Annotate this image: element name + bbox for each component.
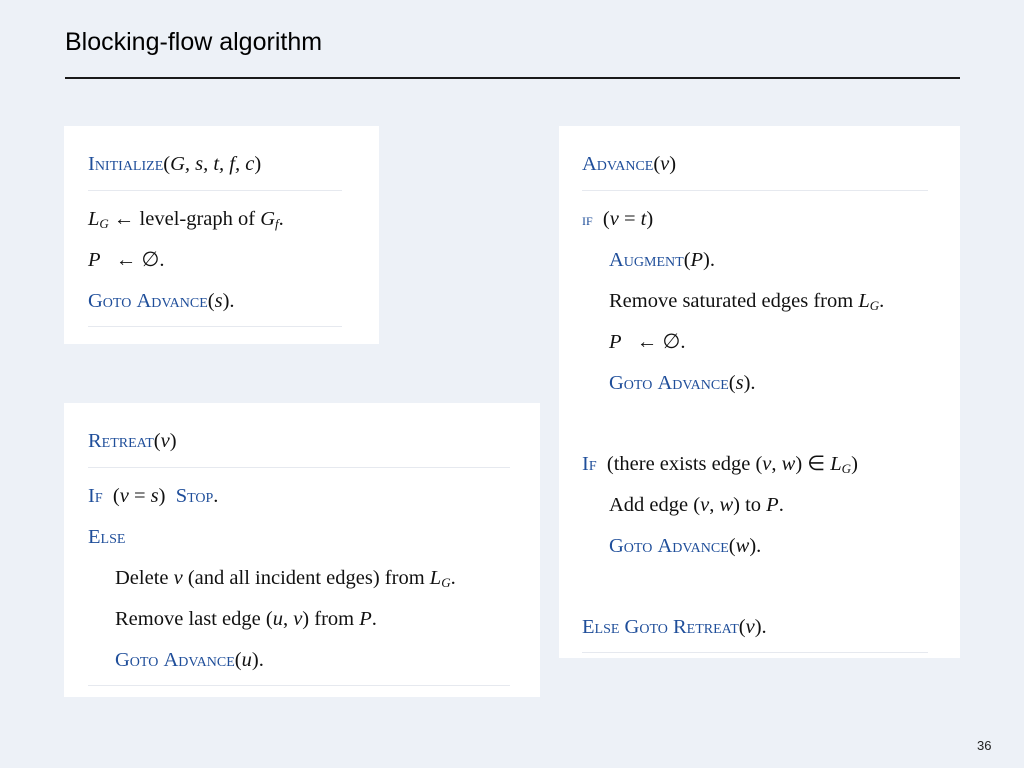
- advance-if1-right: t: [640, 208, 647, 230]
- advance-if2-kw: If: [582, 453, 597, 475]
- initialize-proc-name: Initialize: [88, 153, 164, 175]
- retreat-if-kw: If: [88, 485, 103, 507]
- initialize-lg-var: L: [88, 208, 100, 230]
- advance-proc-name: Advance: [582, 153, 654, 175]
- retreat-if-line: If (v = s) Stop.: [88, 485, 219, 507]
- advance-goto1-advance-kw: Advance: [657, 372, 729, 394]
- retreat-delete-lvar: L: [429, 567, 442, 589]
- slide-title: Blocking-flow algorithm: [65, 28, 323, 56]
- initialize-lg-sub: G: [99, 216, 109, 231]
- initialize-args: G, s, t, f, c: [170, 153, 255, 175]
- initialize-line-3: Goto Advance(s).: [88, 290, 235, 312]
- retreat-remove-v: v: [293, 608, 303, 630]
- title-divider: [65, 77, 960, 79]
- initialize-goto-kw: Goto: [88, 290, 132, 312]
- initialize-p-var: P: [88, 249, 101, 271]
- retreat-remove-mid: ) from: [302, 608, 355, 630]
- initialize-line-2-text: ← ∅.: [115, 249, 165, 271]
- advance-add-text: Add edge (: [609, 494, 701, 516]
- advance-add-mid: ) to: [733, 494, 762, 516]
- retreat-delete-lsub: G: [441, 575, 451, 590]
- advance-add-w: w: [719, 494, 734, 516]
- advance-remove-lvar: L: [858, 290, 870, 312]
- advance-goto1-line: Goto Advance(s).: [609, 372, 756, 394]
- advance-goto2-arg: w: [735, 535, 750, 557]
- advance-p-var: P: [609, 331, 622, 353]
- retreat-box: [64, 403, 540, 697]
- retreat-cond-op: =: [133, 485, 146, 507]
- initialize-box: [64, 126, 379, 344]
- initialize-advance-kw: Advance: [136, 290, 208, 312]
- advance-add-v: v: [700, 494, 710, 516]
- initialize-signature: Initialize(G, s, t, f, c): [88, 153, 262, 175]
- advance-remove-text: Remove saturated edges from: [609, 290, 854, 312]
- advance-arg: v: [660, 153, 670, 175]
- initialize-line-2: [88, 247, 165, 273]
- advance-else-arg: v: [745, 616, 755, 638]
- retreat-goto-kw: Goto: [115, 649, 159, 671]
- advance-if2-lvar: L: [830, 453, 842, 475]
- advance-augment-arg: P: [690, 249, 704, 271]
- initialize-footer-divider: [88, 326, 342, 327]
- retreat-remove-text: Remove last edge (: [115, 608, 273, 630]
- retreat-delete-text: Delete: [115, 567, 169, 589]
- retreat-else-kw: Else: [88, 526, 126, 548]
- retreat-arg: v: [160, 430, 170, 452]
- retreat-goto-line: Goto Advance(u).: [115, 649, 264, 671]
- advance-if1-kw: if: [582, 210, 593, 229]
- advance-else-kw: Else: [582, 616, 620, 638]
- advance-if1-left: v: [609, 208, 619, 230]
- retreat-stop-kw: Stop: [175, 485, 214, 507]
- advance-if2-text: (there exists edge (: [606, 453, 763, 475]
- retreat-delete-line: Delete v (and all incident edges) from $L_G$.: [115, 567, 456, 590]
- advance-else-retreat-kw: Retreat: [673, 616, 739, 638]
- retreat-proc-name: Retreat: [88, 430, 154, 452]
- advance-if2-lsub: G: [841, 461, 852, 476]
- retreat-footer-divider: [88, 685, 510, 686]
- advance-goto1-arg: s: [735, 372, 744, 394]
- retreat-delete-rest: (and all incident edges) from: [187, 567, 425, 589]
- initialize-goto-arg: s: [214, 290, 223, 312]
- page-number: 36: [977, 738, 992, 753]
- advance-else-goto-kw: Goto: [624, 616, 668, 638]
- retreat-cond-right: s: [150, 485, 159, 507]
- retreat-advance-kw: Advance: [163, 649, 235, 671]
- advance-goto2-advance-kw: Advance: [657, 535, 729, 557]
- advance-goto2-kw: Goto: [609, 535, 653, 557]
- initialize-line-1-text: ← level-graph of: [113, 208, 256, 230]
- initialize-g-var: G: [260, 208, 276, 230]
- advance-add-p: P: [766, 494, 779, 516]
- advance-goto1-kw: Goto: [609, 372, 653, 394]
- advance-remove-line: Remove saturated edges from $L_G$.: [609, 290, 885, 313]
- retreat-remove-p: P: [359, 608, 372, 630]
- retreat-else-line: [88, 524, 125, 550]
- advance-if2-line: If (there exists edge (v, w) ∈ $L_G$): [582, 453, 858, 476]
- advance-add-line: Add edge (v, w) to P.: [609, 494, 784, 516]
- advance-if1-op: =: [623, 208, 636, 230]
- advance-remove-lsub: G: [869, 298, 880, 313]
- retreat-goto-arg: u: [241, 649, 252, 671]
- advance-if2-v: v: [762, 453, 772, 475]
- retreat-signature: Retreat(v): [88, 430, 177, 452]
- advance-p-line: [609, 329, 686, 355]
- advance-signature: Advance(v): [582, 153, 677, 175]
- advance-if2-in: ) ∈: [795, 453, 826, 475]
- retreat-delete-var: v: [173, 567, 183, 589]
- advance-goto2-line: Goto Advance(w).: [609, 535, 762, 557]
- advance-box: [559, 126, 960, 658]
- initialize-line-1: $L_G$ ← level-graph of $G_f$.: [88, 208, 284, 231]
- advance-p-text: ← ∅.: [636, 331, 686, 353]
- advance-augment-line: Augment(P).: [609, 249, 715, 271]
- advance-if1-line: if (v = t): [582, 208, 654, 230]
- retreat-remove-u: u: [272, 608, 283, 630]
- retreat-cond-left: v: [119, 485, 129, 507]
- advance-augment-kw: Augment: [609, 249, 684, 271]
- advance-if2-w: w: [781, 453, 796, 475]
- advance-footer-divider: [582, 652, 928, 653]
- advance-else-line: Else Goto Retreat(v).: [582, 616, 767, 638]
- retreat-remove-line: Remove last edge (u, v) from P.: [115, 608, 377, 630]
- initialize-g-sub: f: [275, 216, 279, 231]
